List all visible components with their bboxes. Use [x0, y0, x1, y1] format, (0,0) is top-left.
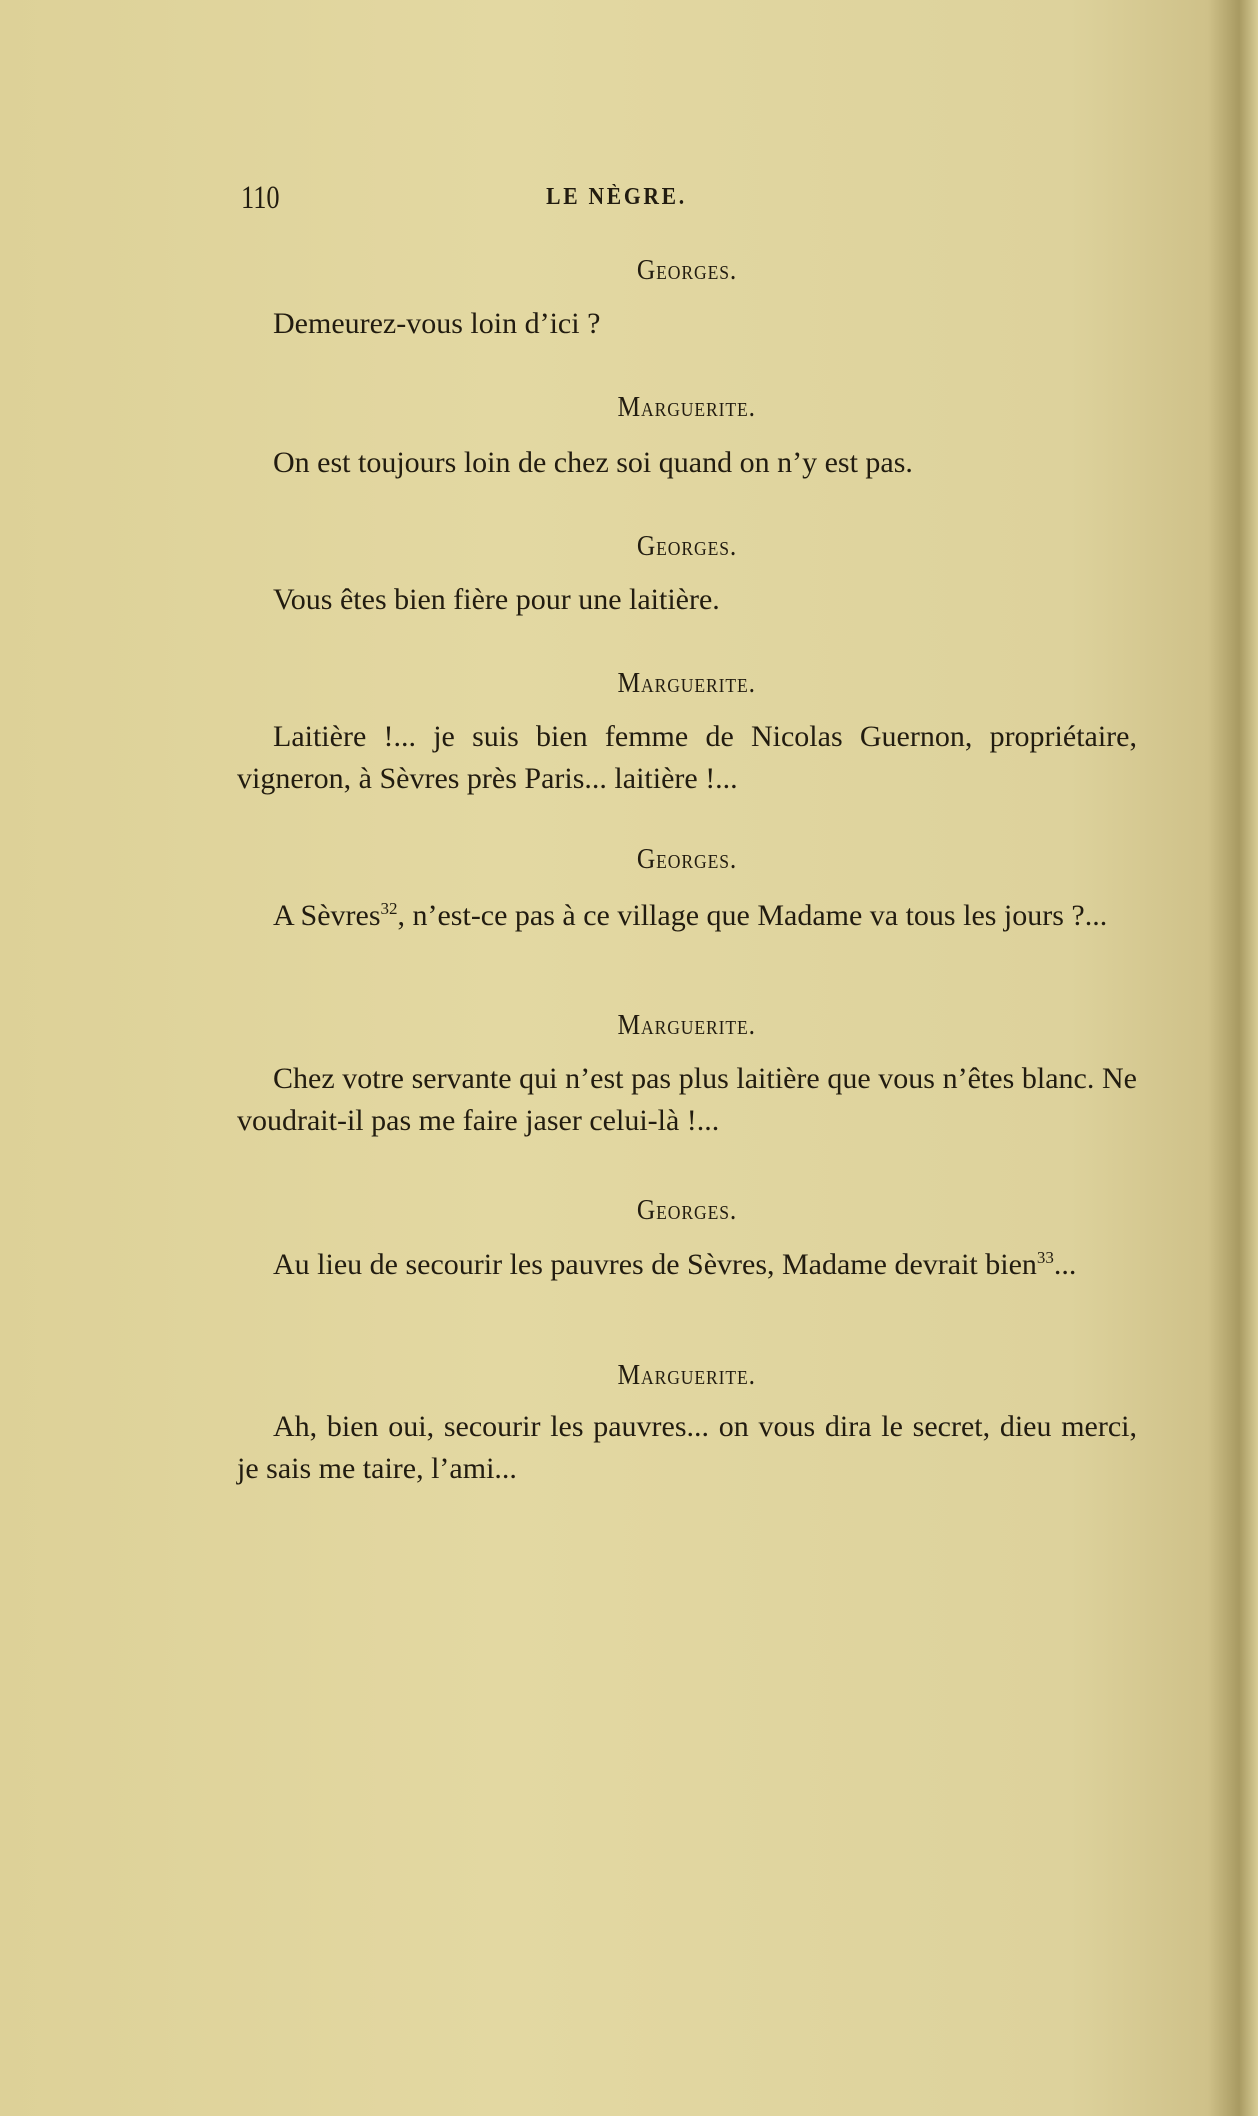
- text: Au lieu de secourir les pauvres de Sèvres, Madame devrait bien: [273, 1248, 1037, 1281]
- speaker-label: Marguerite.: [617, 667, 757, 699]
- dialogue-line: Ah, bien oui, secourir les pauvres... on vous dira le secret, dieu merci, je sais me taire, l’ami...: [237, 1410, 1137, 1485]
- dialogue-line: Chez votre servante qui n’est pas plus laitière que vous n’êtes blanc. Ne voudrait-il pas me faire jaser celui-là !...: [237, 1062, 1137, 1137]
- speaker-name: [237, 1194, 1137, 1227]
- speaker-name: [237, 667, 1137, 700]
- dialogue-line: [237, 895, 1137, 937]
- speaker-label: Georges.: [636, 530, 738, 562]
- dialogue-line: [237, 1244, 1137, 1286]
- footnote-ref: 32: [380, 899, 398, 918]
- speaker-name: [237, 530, 1137, 563]
- speaker-name: [237, 1359, 1137, 1392]
- speaker-name: [237, 254, 1137, 287]
- speaker-label: Georges.: [636, 254, 738, 286]
- dialogue-line: Vous êtes bien fière pour une laitière.: [273, 583, 720, 616]
- dialogue-line: On est toujours loin de chez soi quand on n’y est pas.: [273, 446, 913, 479]
- speaker-label: Marguerite.: [617, 1359, 757, 1391]
- speaker-name: [237, 391, 1137, 424]
- text: ...: [1053, 1248, 1077, 1281]
- dialogue-line: Demeurez-vous loin d’ici ?: [273, 307, 601, 340]
- speaker-label: Georges.: [636, 1194, 738, 1226]
- speaker-name: [237, 1009, 1137, 1042]
- speaker-name: [237, 843, 1137, 876]
- speaker-label: Georges.: [636, 843, 738, 875]
- text: , n’est-ce pas à ce village que Madame va tous les jours ?...: [397, 899, 1108, 932]
- speaker-label: Marguerite.: [617, 391, 757, 423]
- running-title: LE NÈGRE.: [546, 184, 687, 210]
- speaker-label: Marguerite.: [617, 1009, 757, 1041]
- footnote-ref: 33: [1036, 1248, 1054, 1267]
- dialogue-line: Laitière !... je suis bien femme de Nicolas Guernon, propriétaire, vigneron, à Sèvres près Paris... laitière !...: [237, 720, 1137, 795]
- page-number: 110: [241, 180, 280, 216]
- text: A Sèvres: [273, 899, 381, 932]
